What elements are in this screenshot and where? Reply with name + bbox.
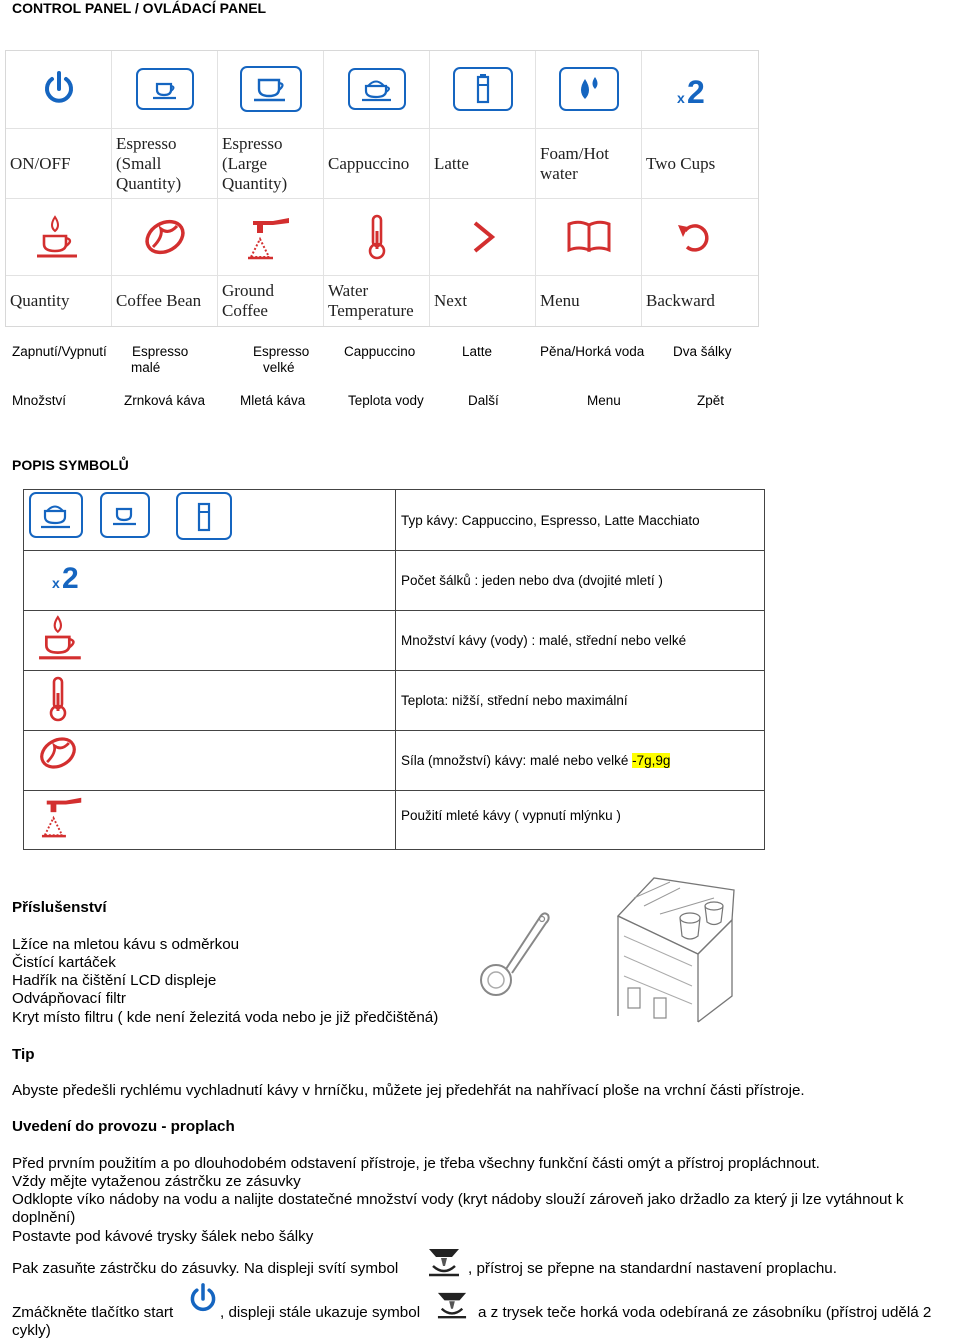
ground-coffee-icon [38, 793, 90, 844]
power-icon [6, 51, 112, 127]
cz-label: Teplota vody [348, 393, 424, 408]
espresso-icon [100, 492, 150, 538]
startup-line-b3: a z trysek teče horká voda odebíraná ze zásobníku (přístroj udělá 2 [478, 1304, 932, 1321]
measuring-spoon-image [476, 905, 552, 1010]
quantity-icon [34, 614, 90, 667]
startup-line-a2: , přístroj se přepne na standardní nastavení proplachu. [468, 1260, 837, 1277]
coffee-bean-icon [38, 734, 78, 777]
control-panel-grid [5, 50, 759, 327]
label-espresso-small: Espresso (Small Quantity) [116, 134, 182, 193]
cz-label: Espresso [132, 344, 189, 359]
cz-label: Cappuccino [344, 344, 416, 359]
coffee-machine-image [614, 876, 738, 1029]
symbols-heading: POPIS SYMBOLŮ [12, 457, 129, 473]
two-cups-icon [52, 554, 86, 599]
startup-line-b1: Zmáčkněte tlačítko start [12, 1304, 174, 1321]
label-menu: Menu [540, 291, 580, 310]
accessory-item: Kryt místo filtru ( kde není železitá voda nebo je již předčištěná) [12, 1009, 439, 1026]
label-foam-hot-water: Foam/Hot water [540, 144, 609, 183]
page-title: CONTROL PANEL / OVLÁDACÍ PANEL [12, 0, 267, 16]
startup-line-b2: , displeji stále ukazuje symbol [220, 1304, 421, 1321]
symbol-desc: Teplota: nižší, střední nebo maximální [401, 693, 628, 708]
backward-icon [642, 199, 748, 275]
tip-text: Abyste předešli rychlému vychladnutí kávy v hrníčku, můžete jej předehřát na nahřívací ploše na vrchní části přístroje. [12, 1082, 805, 1099]
svg-text:x: x [52, 575, 60, 591]
label-two-cups: Two Cups [646, 154, 716, 173]
symbol-desc: Množství kávy (vody) : malé, střední nebo velké [401, 633, 687, 648]
startup-line-a1: Pak zasuňte zástrčku do zásuvky. Na displeji svítí symbol [12, 1260, 399, 1277]
startup-line: Postavte pod kávové trysky šálek nebo šálky [12, 1228, 314, 1245]
cz-label: Menu [587, 393, 621, 408]
rinse-symbol-icon [425, 1246, 463, 1283]
cz-label: malé [131, 360, 161, 375]
latte-icon [430, 51, 536, 127]
accessory-item: Čistící kartáček [12, 954, 116, 971]
cz-label: Zrnková káva [124, 393, 206, 408]
startup-line: Odklopte víko nádoby na vodu a nalijte dostatečné množství vody (kryt nádoby slouží zároveň jako držadlo za který ji lze vytáhnout k [12, 1191, 904, 1208]
cz-label: Espresso [253, 344, 310, 359]
cz-label: Zapnutí/Vypnutí [12, 344, 107, 359]
weight-highlight: -7g,9g [632, 753, 671, 768]
accessories-heading: Příslušenství [12, 899, 107, 916]
menu-book-icon [536, 199, 642, 275]
cz-label: Latte [462, 344, 493, 359]
label-coffee-bean: Coffee Bean [116, 291, 202, 310]
label-quantity: Quantity [10, 291, 70, 310]
label-latte: Latte [434, 154, 469, 173]
startup-line-b4: cykly) [12, 1322, 51, 1339]
svg-text:2: 2 [687, 74, 705, 107]
accessory-item: Odvápňovací filtr [12, 990, 126, 1007]
cz-label: Množství [12, 393, 67, 408]
label-backward: Backward [646, 291, 715, 310]
svg-text:2: 2 [62, 562, 79, 594]
latte-icon [176, 492, 232, 540]
cz-label: Zpět [697, 393, 725, 408]
accessory-item: Lžíce na mletou kávu s odměrkou [12, 936, 240, 953]
coffee-bean-icon [112, 199, 218, 275]
label-cappuccino: Cappuccino [328, 154, 410, 173]
label-next: Next [434, 291, 468, 310]
espresso-large-icon [218, 51, 324, 127]
next-icon [430, 199, 536, 275]
svg-text:x: x [677, 90, 685, 106]
symbol-table [23, 489, 765, 850]
label-espresso-large: Espresso (Large Quantity) [222, 134, 288, 193]
cappuccino-icon [29, 492, 83, 538]
tip-heading: Tip [12, 1046, 35, 1063]
symbol-desc: Typ kávy: Cappuccino, Espresso, Latte Macchiato [401, 513, 700, 528]
symbol-desc: Počet šálků : jeden nebo dva (dvojité mletí ) [401, 573, 663, 588]
startup-heading: Uvedení do provozu - proplach [12, 1118, 235, 1135]
thermometer-icon [324, 199, 430, 275]
two-cups-icon [642, 51, 748, 127]
espresso-small-icon [112, 51, 218, 127]
startup-line: Před prvním použitím a po dlouhodobém odstavení přístroje, je třeba všechny funkční části omýt a přístroj propláchnout. [12, 1155, 820, 1172]
rinse-symbol-icon [434, 1290, 470, 1325]
cappuccino-icon [324, 51, 430, 127]
symbol-desc: Použití mleté kávy ( vypnutí mlýnku ) [401, 808, 621, 823]
foam-hot-water-icon [536, 51, 642, 127]
thermometer-icon [46, 673, 70, 730]
cz-label: Další [468, 393, 499, 408]
label-on-off: ON/OFF [10, 154, 71, 173]
cz-label: Mletá káva [240, 393, 306, 408]
power-icon [188, 1281, 218, 1322]
ground-coffee-icon [218, 199, 324, 275]
cz-label: Dva šálky [673, 344, 732, 359]
startup-line: doplnění) [12, 1209, 76, 1226]
cz-label: Pěna/Horká voda [540, 344, 645, 359]
accessory-item: Hadřík na čištění LCD displeje [12, 972, 217, 989]
label-water-temperature: Water Temperature [328, 281, 414, 320]
cz-label: velké [263, 360, 295, 375]
label-ground-coffee: Ground Coffee [222, 281, 274, 320]
startup-line: Vždy mějte vytaženou zástrčku ze zásuvky [12, 1173, 301, 1190]
symbol-desc-strength: Síla (množství) kávy: malé nebo velké -7g,9g [401, 753, 671, 768]
quantity-icon [6, 199, 112, 275]
